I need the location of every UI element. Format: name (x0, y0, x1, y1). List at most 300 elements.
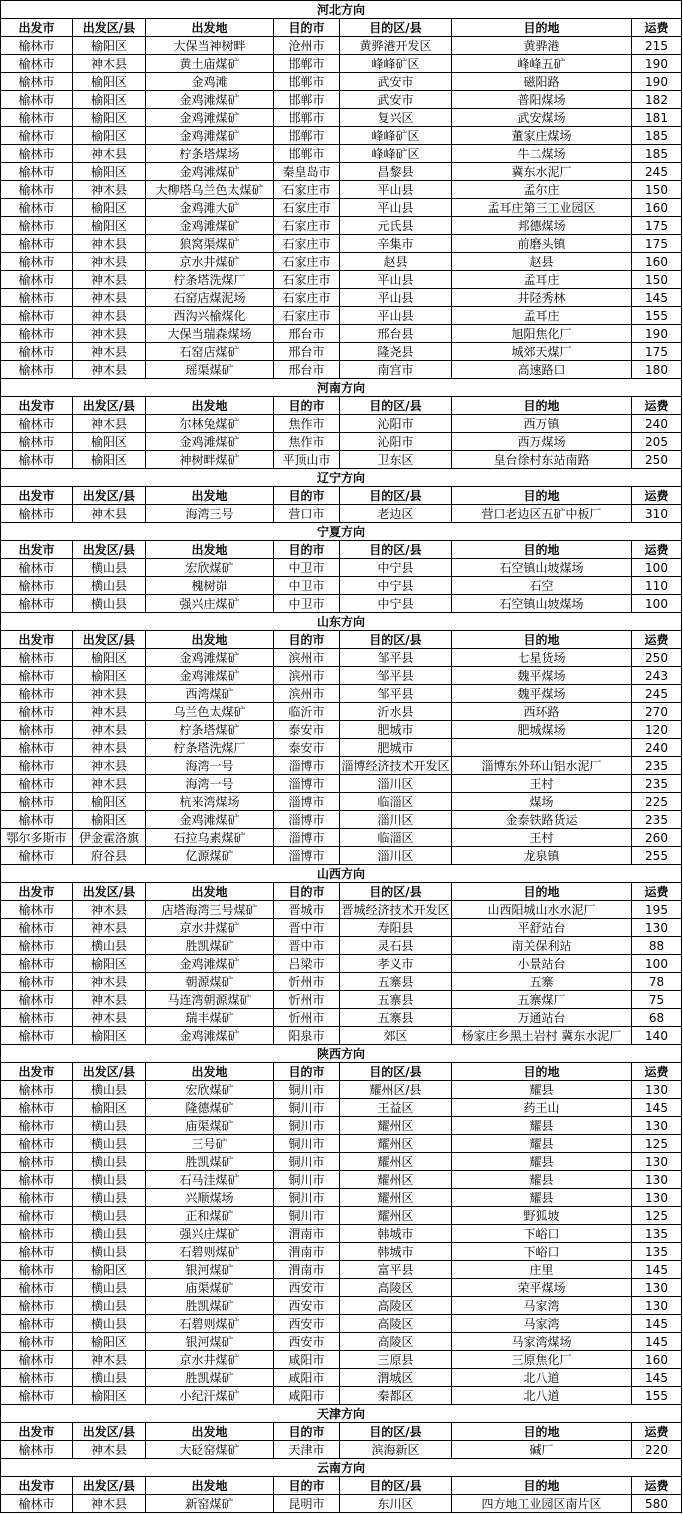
table-row (1, 1387, 682, 1405)
cell-origin-place: 金鸡滩大矿 (146, 199, 274, 217)
cell-origin-district: 榆阳区 (73, 91, 146, 109)
header-freight: 运费 (632, 1423, 682, 1441)
cell-origin-place: 强兴庄煤矿 (146, 1225, 274, 1243)
table-row (1, 343, 682, 361)
table-row (1, 37, 682, 55)
cell-dest-district: 赵县 (340, 253, 452, 271)
cell-dest-district: 南宫市 (340, 361, 452, 379)
cell-origin-place: 大柳塔乌兰色太煤矿 (146, 181, 274, 199)
cell-origin-place: 金鸡滩 (146, 73, 274, 91)
cell-origin-place: 黄土庙煤矿 (146, 55, 274, 73)
cell-dest-city: 沧州市 (274, 37, 340, 55)
cell-origin-place: 三号矿 (146, 1135, 274, 1153)
header-dest-city: 目的市 (274, 19, 340, 37)
cell-freight: 130 (632, 1297, 682, 1315)
cell-origin-district: 榆阳区 (73, 1099, 146, 1117)
table-row (1, 703, 682, 721)
cell-origin-place: 石碧则煤矿 (146, 1243, 274, 1261)
header-dest-city: 目的市 (274, 631, 340, 649)
table-row (1, 1351, 682, 1369)
table-row (1, 271, 682, 289)
cell-origin-place: 胜凯煤矿 (146, 1369, 274, 1387)
cell-origin-city: 榆林市 (1, 991, 73, 1009)
cell-origin-district: 横山县 (73, 1207, 146, 1225)
header-dest-district: 目的区/县 (340, 19, 452, 37)
table-row (1, 235, 682, 253)
cell-origin-place: 胜凯煤矿 (146, 1297, 274, 1315)
cell-origin-place: 海湾一号 (146, 775, 274, 793)
cell-dest-place: 西万煤场 (452, 433, 632, 451)
cell-dest-city: 忻州市 (274, 991, 340, 1009)
cell-freight: 150 (632, 181, 682, 199)
cell-dest-district: 昌黎县 (340, 163, 452, 181)
cell-origin-city: 榆林市 (1, 433, 73, 451)
header-origin-district: 出发区/县 (73, 883, 146, 901)
cell-freight: 130 (632, 1153, 682, 1171)
cell-origin-city: 榆林市 (1, 163, 73, 181)
cell-origin-district: 神木县 (73, 361, 146, 379)
header-freight: 运费 (632, 19, 682, 37)
cell-dest-district: 邹平县 (340, 649, 452, 667)
cell-origin-district: 横山县 (73, 1153, 146, 1171)
cell-origin-district: 榆阳区 (73, 163, 146, 181)
cell-dest-district: 黄骅港开发区 (340, 37, 452, 55)
cell-dest-district: 邹平县 (340, 667, 452, 685)
cell-dest-city: 淄博市 (274, 829, 340, 847)
cell-origin-district: 神木县 (73, 505, 146, 523)
cell-dest-city: 铜川市 (274, 1171, 340, 1189)
cell-dest-place: 魏平煤场 (452, 685, 632, 703)
cell-dest-district: 肥城市 (340, 721, 452, 739)
table-row (1, 1333, 682, 1351)
cell-dest-city: 渭南市 (274, 1243, 340, 1261)
cell-origin-place: 金鸡滩煤矿 (146, 667, 274, 685)
cell-dest-district: 淄川区 (340, 775, 452, 793)
cell-origin-district: 神木县 (73, 1441, 146, 1459)
region-title: 云南方向 (1, 1459, 682, 1477)
cell-freight: 250 (632, 451, 682, 469)
header-origin-city: 出发市 (1, 541, 73, 559)
cell-origin-city: 鄂尔多斯市 (1, 829, 73, 847)
cell-dest-place: 马家湾 (452, 1297, 632, 1315)
cell-origin-place: 京水井煤矿 (146, 253, 274, 271)
region-title-row (1, 1405, 682, 1423)
column-header-row (1, 397, 682, 415)
cell-dest-city: 铜川市 (274, 1189, 340, 1207)
cell-origin-city: 榆林市 (1, 649, 73, 667)
cell-dest-city: 淄博市 (274, 757, 340, 775)
region-title: 宁夏方向 (1, 523, 682, 541)
cell-origin-city: 榆林市 (1, 235, 73, 253)
table-row (1, 595, 682, 613)
cell-freight: 135 (632, 1243, 682, 1261)
table-row (1, 1081, 682, 1099)
cell-dest-place: 赵县 (452, 253, 632, 271)
cell-origin-place: 金鸡滩煤矿 (146, 163, 274, 181)
cell-dest-city: 邢台市 (274, 361, 340, 379)
table-row (1, 973, 682, 991)
cell-origin-place: 西沟兴榆煤化 (146, 307, 274, 325)
cell-origin-district: 榆阳区 (73, 73, 146, 91)
cell-origin-place: 柠条塔洗煤厂 (146, 739, 274, 757)
cell-dest-city: 晋城市 (274, 901, 340, 919)
table-row (1, 1243, 682, 1261)
cell-dest-city: 铜川市 (274, 1207, 340, 1225)
cell-origin-district: 神木县 (73, 235, 146, 253)
cell-origin-place: 石窑店煤矿 (146, 343, 274, 361)
cell-origin-place: 宏欣煤矿 (146, 559, 274, 577)
table-row (1, 289, 682, 307)
cell-dest-place: 马家湾 (452, 1315, 632, 1333)
cell-dest-district: 临淄区 (340, 793, 452, 811)
cell-dest-district: 耀州区 (340, 1117, 452, 1135)
cell-origin-place: 柠条塔煤场 (146, 145, 274, 163)
header-dest-place: 目的地 (452, 19, 632, 37)
cell-origin-district: 神木县 (73, 685, 146, 703)
cell-origin-city: 榆林市 (1, 1387, 73, 1405)
cell-origin-city: 榆林市 (1, 793, 73, 811)
cell-dest-city: 中卫市 (274, 577, 340, 595)
cell-dest-place: 七星货场 (452, 649, 632, 667)
cell-dest-city: 邯郸市 (274, 109, 340, 127)
cell-dest-city: 焦作市 (274, 415, 340, 433)
table-row (1, 901, 682, 919)
cell-dest-place: 武安煤场 (452, 109, 632, 127)
table-row (1, 955, 682, 973)
cell-dest-city: 西安市 (274, 1333, 340, 1351)
cell-origin-city: 榆林市 (1, 1171, 73, 1189)
header-origin-place: 出发地 (146, 541, 274, 559)
cell-origin-place: 庙渠煤矿 (146, 1117, 274, 1135)
table-row (1, 919, 682, 937)
cell-origin-district: 神木县 (73, 901, 146, 919)
cell-dest-place: 万通站台 (452, 1009, 632, 1027)
cell-origin-district: 横山县 (73, 1135, 146, 1153)
cell-dest-district: 平山县 (340, 289, 452, 307)
cell-dest-district: 晋城经济技术开发区 (341, 902, 450, 917)
cell-origin-place: 瑶渠煤矿 (146, 361, 274, 379)
header-dest-district: 目的区/县 (340, 631, 452, 649)
cell-dest-district: 寿阳县 (340, 919, 452, 937)
cell-origin-city: 榆林市 (1, 721, 73, 739)
table-row (1, 1207, 682, 1225)
cell-origin-district: 横山县 (73, 559, 146, 577)
header-origin-city: 出发市 (1, 397, 73, 415)
cell-dest-district: 辛集市 (340, 235, 452, 253)
cell-dest-district: 淄川区 (340, 847, 452, 865)
cell-dest-place: 邦德煤场 (452, 217, 632, 235)
cell-origin-city: 榆林市 (1, 1099, 73, 1117)
cell-freight: 195 (632, 901, 682, 919)
cell-dest-city: 石家庄市 (274, 199, 340, 217)
cell-origin-place: 海湾一号 (146, 757, 274, 775)
cell-origin-place: 银河煤矿 (146, 1261, 274, 1279)
cell-dest-district: 老边区 (340, 505, 452, 523)
cell-origin-district: 神木县 (73, 775, 146, 793)
cell-dest-place: 王村 (452, 775, 632, 793)
cell-dest-city: 铜川市 (274, 1081, 340, 1099)
cell-origin-district: 榆阳区 (73, 649, 146, 667)
cell-dest-district: 中宁县 (340, 559, 452, 577)
cell-freight: 580 (632, 1495, 682, 1513)
table-row (1, 325, 682, 343)
header-dest-place: 目的地 (452, 487, 632, 505)
cell-origin-district: 神木县 (73, 721, 146, 739)
cell-dest-city: 铜川市 (274, 1153, 340, 1171)
cell-origin-district: 榆阳区 (73, 667, 146, 685)
table-row (1, 127, 682, 145)
cell-dest-district: 肥城市 (340, 739, 452, 757)
cell-dest-place: 耀县 (452, 1153, 632, 1171)
cell-origin-district: 榆阳区 (73, 217, 146, 235)
cell-origin-district: 神木县 (73, 757, 146, 775)
cell-origin-place: 胜凯煤矿 (146, 1153, 274, 1171)
region-title: 山东方向 (1, 613, 682, 631)
header-freight: 运费 (632, 541, 682, 559)
cell-origin-city: 榆林市 (1, 757, 73, 775)
cell-dest-city: 邢台市 (274, 343, 340, 361)
cell-freight: 160 (632, 199, 682, 217)
cell-origin-place: 宏欣煤矿 (146, 1081, 274, 1099)
header-origin-city: 出发市 (1, 883, 73, 901)
cell-origin-place: 兴顺煤场 (146, 1189, 274, 1207)
cell-dest-district: 临淄区 (340, 829, 452, 847)
cell-freight: 100 (632, 955, 682, 973)
cell-dest-place: 峰峰五矿 (452, 55, 632, 73)
cell-origin-district: 榆阳区 (73, 433, 146, 451)
cell-dest-district: 渭城区 (340, 1369, 452, 1387)
table-row (1, 91, 682, 109)
header-dest-district: 目的区/县 (340, 1477, 452, 1495)
cell-dest-city: 铜川市 (274, 1135, 340, 1153)
cell-dest-district: 邢台县 (340, 325, 452, 343)
cell-dest-city: 邢台市 (274, 325, 340, 343)
cell-origin-city: 榆林市 (1, 1189, 73, 1207)
region-title: 山西方向 (1, 865, 682, 883)
cell-origin-place: 朝源煤矿 (146, 973, 274, 991)
table-row (1, 217, 682, 235)
header-origin-place: 出发地 (146, 1477, 274, 1495)
cell-origin-place: 大砭窑煤矿 (146, 1441, 274, 1459)
cell-origin-place: 瑞丰煤矿 (146, 1009, 274, 1027)
cell-origin-district: 横山县 (73, 595, 146, 613)
cell-freight: 125 (632, 1207, 682, 1225)
cell-origin-place: 金鸡滩煤矿 (146, 109, 274, 127)
cell-freight: 125 (632, 1135, 682, 1153)
cell-freight: 185 (632, 127, 682, 145)
region-title-row (1, 523, 682, 541)
cell-freight: 130 (632, 1117, 682, 1135)
cell-origin-district: 横山县 (73, 1315, 146, 1333)
cell-origin-city: 榆林市 (1, 1153, 73, 1171)
cell-dest-city: 邯郸市 (274, 145, 340, 163)
table-row (1, 505, 682, 523)
table-row (1, 307, 682, 325)
cell-origin-district: 神木县 (73, 289, 146, 307)
column-header-row (1, 1063, 682, 1081)
cell-freight: 130 (632, 1081, 682, 1099)
cell-dest-district: 复兴区 (340, 109, 452, 127)
header-origin-place: 出发地 (146, 487, 274, 505)
cell-origin-place: 金鸡滩煤矿 (146, 1027, 274, 1045)
cell-dest-place: 孟耳庄 (452, 307, 632, 325)
cell-freight: 160 (632, 253, 682, 271)
cell-dest-place: 磁阳路 (452, 73, 632, 91)
cell-dest-city: 淄博市 (274, 793, 340, 811)
cell-dest-city: 临沂市 (274, 703, 340, 721)
table-row (1, 1315, 682, 1333)
table-row (1, 1495, 682, 1513)
cell-origin-place: 隆德煤矿 (146, 1099, 274, 1117)
column-header-row (1, 541, 682, 559)
table-row (1, 793, 682, 811)
cell-freight: 185 (632, 145, 682, 163)
cell-origin-district: 神木县 (73, 415, 146, 433)
header-dest-place: 目的地 (452, 631, 632, 649)
cell-dest-city: 邯郸市 (274, 73, 340, 91)
cell-origin-district: 榆阳区 (73, 127, 146, 145)
cell-dest-district: 高陵区 (340, 1333, 452, 1351)
cell-dest-place: 龙泉镇 (452, 847, 632, 865)
cell-dest-district: 高陵区 (340, 1297, 452, 1315)
table-row (1, 181, 682, 199)
cell-dest-city: 邯郸市 (274, 55, 340, 73)
cell-dest-district: 平山县 (340, 307, 452, 325)
cell-origin-city: 榆林市 (1, 685, 73, 703)
cell-dest-city: 晋中市 (274, 937, 340, 955)
cell-dest-district: 武安市 (340, 73, 452, 91)
cell-dest-place: 碱厂 (452, 1441, 632, 1459)
cell-origin-district: 横山县 (73, 1225, 146, 1243)
cell-dest-city: 中卫市 (274, 559, 340, 577)
cell-dest-district: 高陵区 (340, 1315, 452, 1333)
cell-freight: 150 (632, 271, 682, 289)
header-dest-district: 目的区/县 (340, 1423, 452, 1441)
cell-origin-district: 神木县 (73, 307, 146, 325)
cell-dest-city: 石家庄市 (274, 181, 340, 199)
cell-dest-city: 滨州市 (274, 667, 340, 685)
cell-origin-place: 槐树峁 (146, 577, 274, 595)
cell-freight: 181 (632, 109, 682, 127)
cell-origin-district: 榆阳区 (73, 1333, 146, 1351)
cell-dest-place: 营口老边区五矿中板厂 (452, 505, 632, 523)
column-header-row (1, 487, 682, 505)
cell-origin-district: 榆阳区 (73, 109, 146, 127)
cell-origin-city: 榆林市 (1, 811, 73, 829)
cell-origin-place: 神树畔煤矿 (146, 451, 274, 469)
cell-freight: 190 (632, 55, 682, 73)
table-row (1, 1171, 682, 1189)
table-row (1, 1099, 682, 1117)
cell-origin-place: 柠条塔洗煤厂 (146, 271, 274, 289)
cell-origin-city: 榆林市 (1, 1333, 73, 1351)
cell-origin-district: 榆阳区 (73, 1261, 146, 1279)
cell-freight: 110 (632, 577, 682, 595)
cell-origin-district: 榆阳区 (73, 1027, 146, 1045)
cell-freight: 215 (632, 37, 682, 55)
cell-origin-district: 神木县 (73, 55, 146, 73)
table-row (1, 1135, 682, 1153)
cell-origin-city: 榆林市 (1, 1441, 73, 1459)
cell-dest-place: 冀东水泥厂 (452, 163, 632, 181)
cell-dest-city: 秦皇岛市 (274, 163, 340, 181)
cell-dest-district: 韩城市 (340, 1243, 452, 1261)
header-dest-district: 目的区/县 (340, 883, 452, 901)
cell-origin-district: 榆阳区 (73, 955, 146, 973)
header-origin-district: 出发区/县 (73, 631, 146, 649)
cell-dest-district: 沁阳市 (340, 433, 452, 451)
cell-freight: 155 (632, 1387, 682, 1405)
cell-origin-district: 横山县 (73, 1189, 146, 1207)
cell-dest-district: 沁阳市 (340, 415, 452, 433)
cell-origin-city: 榆林市 (1, 595, 73, 613)
cell-dest-district: 韩城市 (340, 1225, 452, 1243)
cell-dest-district: 三原县 (340, 1351, 452, 1369)
cell-dest-district: 元氏县 (340, 217, 452, 235)
table-row (1, 199, 682, 217)
cell-dest-city: 石家庄市 (274, 271, 340, 289)
cell-freight: 75 (632, 991, 682, 1009)
cell-dest-city: 西安市 (274, 1279, 340, 1297)
cell-dest-district: 灵石县 (340, 937, 452, 955)
cell-origin-city: 榆林市 (1, 1117, 73, 1135)
cell-origin-district: 神木县 (73, 181, 146, 199)
cell-dest-district: 武安市 (340, 91, 452, 109)
cell-dest-place: 西环路 (452, 703, 632, 721)
cell-origin-place: 海湾三号 (146, 505, 274, 523)
cell-origin-place: 尔林兔煤矿 (146, 415, 274, 433)
cell-dest-district: 耀州区 (340, 1153, 452, 1171)
cell-freight: 250 (632, 649, 682, 667)
cell-dest-district: 孝义市 (340, 955, 452, 973)
cell-origin-city: 榆林市 (1, 253, 73, 271)
column-header-row (1, 1477, 682, 1495)
cell-dest-place: 南关保利站 (452, 937, 632, 955)
cell-origin-city: 榆林市 (1, 343, 73, 361)
cell-origin-district: 神木县 (73, 703, 146, 721)
cell-origin-place: 狼窝渠煤矿 (146, 235, 274, 253)
cell-dest-place: 平舒站台 (452, 919, 632, 937)
cell-dest-district: 峰峰矿区 (340, 145, 452, 163)
cell-dest-city: 石家庄市 (274, 217, 340, 235)
cell-dest-place: 孟耳庄第三工业园区 (452, 199, 632, 217)
cell-origin-district: 横山县 (73, 1117, 146, 1135)
cell-origin-place: 亿源煤矿 (146, 847, 274, 865)
column-header-row (1, 19, 682, 37)
cell-freight: 235 (632, 811, 682, 829)
cell-dest-district: 耀州区 (340, 1171, 452, 1189)
cell-dest-city: 西安市 (274, 1315, 340, 1333)
cell-origin-city: 榆林市 (1, 1081, 73, 1099)
cell-dest-city: 昆明市 (274, 1495, 340, 1513)
table-row (1, 253, 682, 271)
cell-origin-city: 榆林市 (1, 1297, 73, 1315)
table-row (1, 829, 682, 847)
cell-dest-place: 五寨 (452, 973, 632, 991)
cell-origin-place: 金鸡滩煤矿 (146, 433, 274, 451)
cell-origin-place: 庙渠煤矿 (146, 1279, 274, 1297)
cell-origin-place: 金鸡滩煤矿 (146, 217, 274, 235)
header-dest-place: 目的地 (452, 1477, 632, 1495)
cell-dest-place: 下峪口 (452, 1243, 632, 1261)
cell-dest-city: 中卫市 (274, 595, 340, 613)
cell-origin-district: 神木县 (73, 991, 146, 1009)
cell-origin-city: 榆林市 (1, 775, 73, 793)
cell-origin-city: 榆林市 (1, 505, 73, 523)
cell-dest-city: 邯郸市 (274, 91, 340, 109)
cell-origin-district: 府谷县 (73, 847, 146, 865)
table-row (1, 1225, 682, 1243)
